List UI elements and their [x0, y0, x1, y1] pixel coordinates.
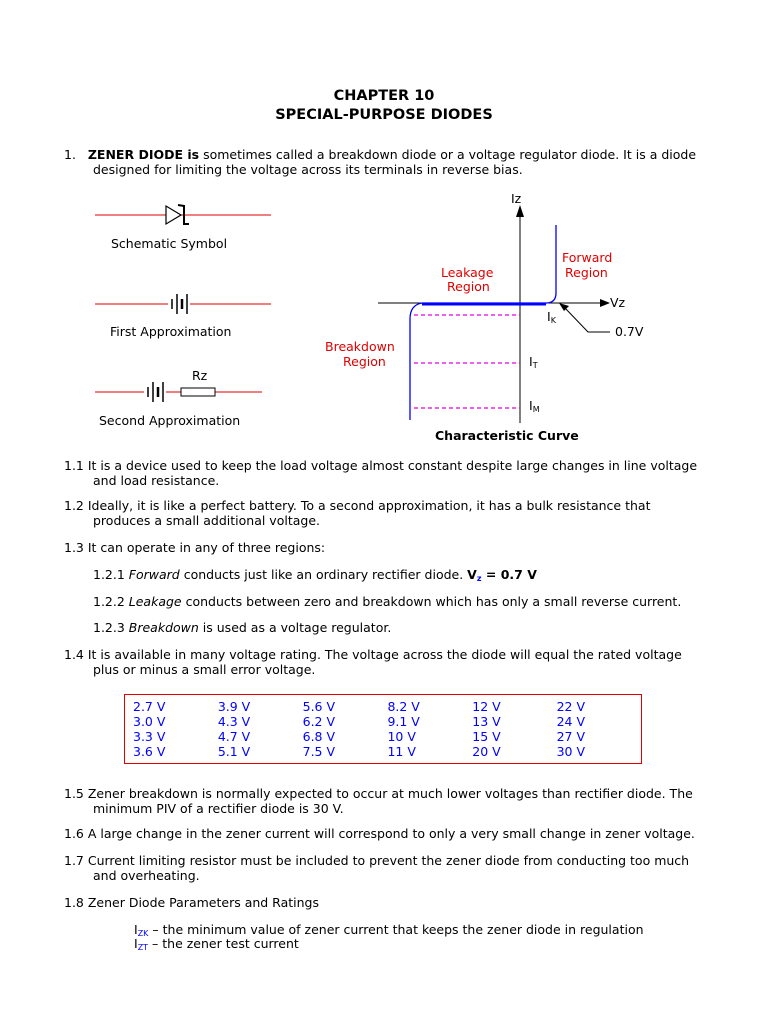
vz-arrow [600, 299, 610, 307]
table-row [133, 744, 641, 759]
leakage-label-1: Leakage [441, 265, 494, 280]
iz-label: Iz [511, 191, 522, 206]
pointer-line [565, 308, 610, 332]
intro-term: ZENER DIODE is [87, 147, 200, 162]
item-1-2-1: 1.2.1 Forward conducts just like an ordinary rectifier diode. $V_z = 0.7$ V [93, 567, 537, 583]
table-cell: 24 V [556, 714, 586, 729]
intro-paragraph [64, 147, 734, 177]
item-1-4: 1.4 It is available in many voltage rating. The voltage across the diode will equal the rated voltage plus or minus a small error voltage. [64, 647, 682, 677]
table-row [133, 729, 641, 744]
table-cell: 6.8 V [302, 729, 336, 744]
izt-definition: $I_{ZT}$ – the zener test current [134, 936, 299, 952]
it-label: $I_T$ [529, 354, 538, 370]
intro-number: 1. [64, 147, 76, 162]
table-row [133, 714, 641, 729]
item-1-2: 1.2 Ideally, it is like a perfect battery. To a second approximation, it has a bulk resistance that produces a small additional voltage. [64, 498, 651, 528]
table-cell: 30 V [556, 744, 586, 759]
ik-label: $I_K$ [547, 309, 556, 325]
table-cell: 4.7 V [217, 729, 251, 744]
table-cell: 7.5 V [302, 744, 336, 759]
chapter-number: CHAPTER 10 [333, 88, 435, 104]
intro-text-1: sometimes called a breakdown diode or a voltage regulator diode. It is a diode [199, 147, 697, 162]
table-cell: 6.2 V [302, 714, 336, 729]
item-1-3: 1.3 It can operate in any of three regions: [64, 540, 326, 555]
first-approx-label: First Approximation [110, 324, 232, 339]
table-cell: 3.9 V [217, 699, 251, 714]
table-cell: 13 V [472, 714, 501, 729]
zener-symbols-diagram [90, 195, 280, 410]
item-1-8: 1.8 Zener Diode Parameters and Ratings [64, 895, 319, 910]
vz-label: Vz [610, 295, 626, 310]
table-cell: 12 V [472, 699, 501, 714]
resistor [181, 388, 215, 396]
breakdown-label-2: Region [343, 354, 386, 369]
item-1-2-3: 1.2.3 Breakdown is used as a voltage regulator. [93, 620, 392, 635]
rz-label: Rz [192, 368, 208, 383]
table-cell: 2.7 V [133, 699, 166, 714]
zener-voltage-table [124, 694, 642, 764]
table-cell: 3.0 V [133, 714, 166, 729]
item-1-2-2: 1.2.2 Leakage conducts between zero and breakdown which has only a small reverse current. [93, 594, 682, 609]
table-cell: 3.6 V [133, 744, 166, 759]
v07-label: 0.7V [615, 324, 644, 339]
schematic-symbol-label: Schematic Symbol [111, 236, 228, 251]
item-1-5: 1.5 Zener breakdown is normally expected to occur at much lower voltages than rectifier diode. The minimum PIV of a rectifier diode is 30 V. [64, 786, 693, 816]
table-cell: 22 V [556, 699, 586, 714]
table-cell: 27 V [556, 729, 586, 744]
table-cell: 3.3 V [133, 729, 166, 744]
table-cell: 11 V [387, 744, 416, 759]
table-cell: 5.1 V [217, 744, 251, 759]
characteristic-curve-graph [370, 195, 660, 430]
table-cell: 5.6 V [302, 699, 336, 714]
item-1-7: 1.7 Current limiting resistor must be included to prevent the zener diode from conducting too much and overheating. [64, 853, 690, 883]
second-approx-label: Second Approximation [99, 413, 241, 428]
table-cell: 15 V [472, 729, 501, 744]
item-1-1: 1.1 It is a device used to keep the load voltage almost constant despite large changes in line voltage and load resistance. [64, 458, 698, 488]
table-cell: 20 V [472, 744, 501, 759]
leakage-label-2: Region [447, 279, 490, 294]
table-cell: 4.3 V [217, 714, 251, 729]
forward-label-1: Forward [562, 250, 613, 265]
forward-label-2: Region [565, 265, 608, 280]
table-cell: 9.1 V [387, 714, 420, 729]
curve-caption: Characteristic Curve [435, 428, 579, 443]
izk-definition: $I_{ZK}$ – the minimum value of zener current that keeps the zener diode in regulation [134, 922, 644, 938]
table-row [133, 699, 641, 714]
chapter-title: SPECIAL-PURPOSE DIODES [275, 107, 493, 123]
iz-arrow [516, 205, 524, 217]
zener-curve [410, 225, 556, 420]
table-cell: 8.2 V [387, 699, 420, 714]
pointer-arrow [559, 303, 569, 311]
intro-text-2: designed for limiting the voltage across its terminals in reverse bias. [93, 162, 523, 177]
table-cell: 10 V [387, 729, 416, 744]
breakdown-label-1: Breakdown [325, 339, 395, 354]
diode-triangle [166, 206, 181, 224]
im-label: $I_M$ [529, 398, 540, 414]
item-1-6: 1.6 A large change in the zener current will correspond to only a very small change in zener voltage. [64, 826, 695, 841]
